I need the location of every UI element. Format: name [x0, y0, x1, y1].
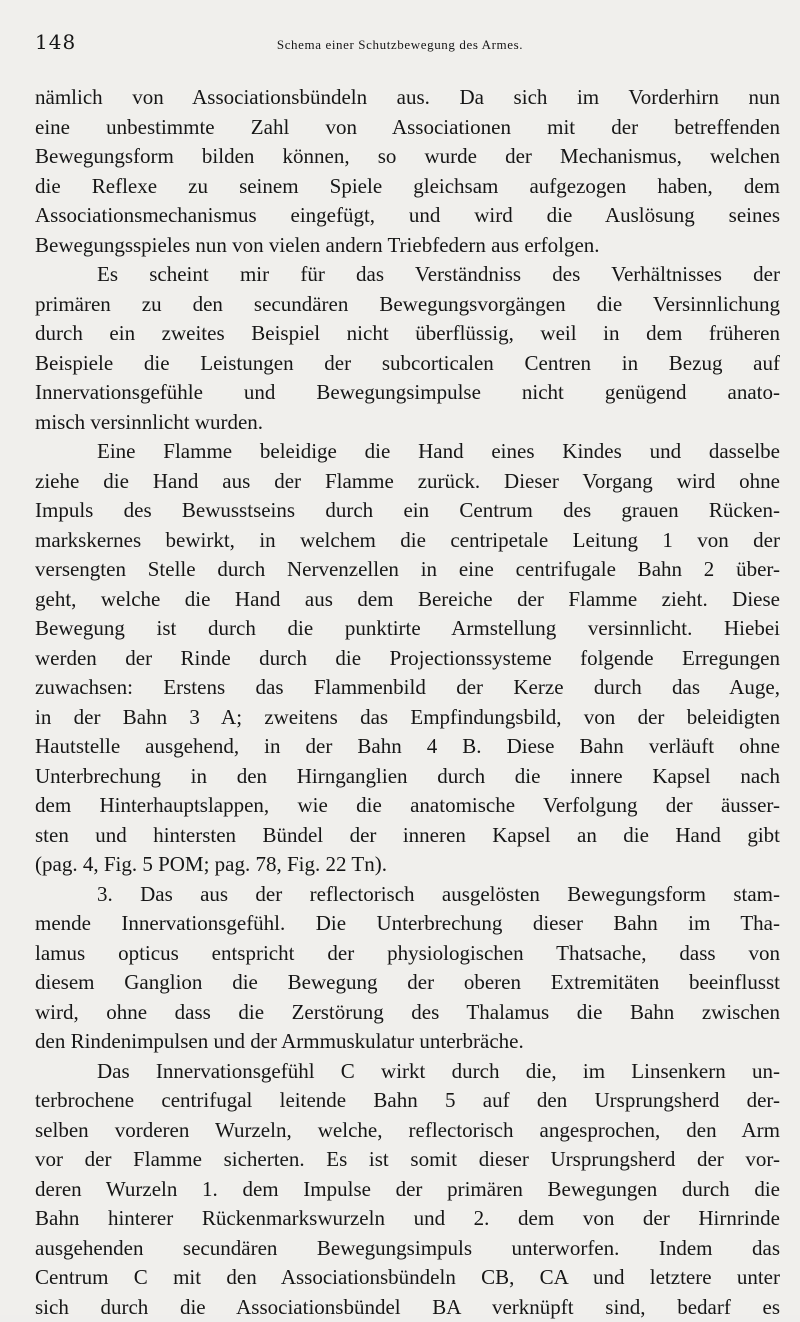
text-line: Beispiele die Leistungen der subcorticalen Centren in Bezug auf: [35, 349, 780, 379]
text-line: die Reflexe zu seinem Spiele gleichsam aufgezogen haben, dem: [35, 172, 780, 202]
text-line: Centrum C mit den Associationsbündeln CB, CA und letztere unter: [35, 1263, 780, 1293]
page-number: 148: [35, 30, 76, 54]
text-line: Es scheint mir für das Verständniss des Verhältnisses der: [35, 260, 780, 290]
text-line: deren Wurzeln 1. dem Impulse der primären Bewegungen durch die: [35, 1175, 780, 1205]
text-line: zuwachsen: Erstens das Flammenbild der Kerze durch das Auge,: [35, 673, 780, 703]
text-line: (pag. 4, Fig. 5 POM; pag. 78, Fig. 22 Tn).: [35, 850, 780, 880]
text-line: eine unbestimmte Zahl von Associationen mit der betreffenden: [35, 113, 780, 143]
text-line: Innervationsgefühle und Bewegungsimpulse nicht genügend anato-: [35, 378, 780, 408]
text-line: dem Hinterhauptslappen, wie die anatomische Verfolgung der äusser-: [35, 791, 780, 821]
text-line: 3. Das aus der reflectorisch ausgelösten Bewegungsform stam-: [35, 880, 780, 910]
text-line: wird, ohne dass die Zerstörung des Thalamus die Bahn zwischen: [35, 998, 780, 1028]
text-line: den Rindenimpulsen und der Armmuskulatur unterbräche.: [35, 1027, 780, 1057]
text-line: nämlich von Associationsbündeln aus. Da sich im Vorderhirn nun: [35, 83, 780, 113]
text-line: vor der Flamme sicherten. Es ist somit dieser Ursprungsherd der vor-: [35, 1145, 780, 1175]
text-line: Das Innervationsgefühl C wirkt durch die, im Linsenkern un-: [35, 1057, 780, 1087]
text-line: ziehe die Hand aus der Flamme zurück. Dieser Vorgang wird ohne: [35, 467, 780, 497]
text-line: Associationsmechanismus eingefügt, und wird die Auslösung seines: [35, 201, 780, 231]
page-header: [35, 30, 765, 60]
text-line: misch versinnlicht wurden.: [35, 408, 780, 438]
text-line: Bewegungsform bilden können, so wurde der Mechanismus, welchen: [35, 142, 780, 172]
text-line: Unterbrechung in den Hirnganglien durch die innere Kapsel nach: [35, 762, 780, 792]
text-line: sich durch die Associationsbündel BA verknüpft sind, bedarf es: [35, 1293, 780, 1322]
text-line: sten und hintersten Bündel der inneren Kapsel an die Hand gibt: [35, 821, 780, 851]
text-line: ausgehenden secundären Bewegungsimpuls unterworfen. Indem das: [35, 1234, 780, 1264]
text-line: primären zu den secundären Bewegungsvorgängen die Versinnlichung: [35, 290, 780, 320]
text-line: terbrochene centrifugal leitende Bahn 5 auf den Ursprungsherd der-: [35, 1086, 780, 1116]
text-line: Bewegung ist durch die punktirte Armstellung versinnlicht. Hiebei: [35, 614, 780, 644]
text-line: Bewegungsspieles nun von vielen andern Triebfedern aus erfolgen.: [35, 231, 780, 261]
text-line: diesem Ganglion die Bewegung der oberen Extremitäten beeinflusst: [35, 968, 780, 998]
text-line: geht, welche die Hand aus dem Bereiche der Flamme zieht. Diese: [35, 585, 780, 615]
text-line: Bahn hinterer Rückenmarkswurzeln und 2. dem von der Hirnrinde: [35, 1204, 780, 1234]
text-line: lamus opticus entspricht der physiologischen Thatsache, dass von: [35, 939, 780, 969]
text-line: werden der Rinde durch die Projectionssysteme folgende Erregungen: [35, 644, 780, 674]
text-line: selben vorderen Wurzeln, welche, reflectorisch angesprochen, den Arm: [35, 1116, 780, 1146]
text-line: Hautstelle ausgehend, in der Bahn 4 B. Diese Bahn verläuft ohne: [35, 732, 780, 762]
body-text: [35, 83, 780, 1322]
text-line: versengten Stelle durch Nervenzellen in eine centrifugale Bahn 2 über-: [35, 555, 780, 585]
running-title: Schema einer Schutzbewegung des Armes.: [35, 37, 765, 53]
text-line: Eine Flamme beleidige die Hand eines Kindes und dasselbe: [35, 437, 780, 467]
text-line: mende Innervationsgefühl. Die Unterbrechung dieser Bahn im Tha-: [35, 909, 780, 939]
text-line: durch ein zweites Beispiel nicht überflüssig, weil in dem früheren: [35, 319, 780, 349]
text-line: in der Bahn 3 A; zweitens das Empfindungsbild, von der beleidigten: [35, 703, 780, 733]
text-line: markskernes bewirkt, in welchem die centripetale Leitung 1 von der: [35, 526, 780, 556]
text-line: Impuls des Bewusstseins durch ein Centrum des grauen Rücken-: [35, 496, 780, 526]
